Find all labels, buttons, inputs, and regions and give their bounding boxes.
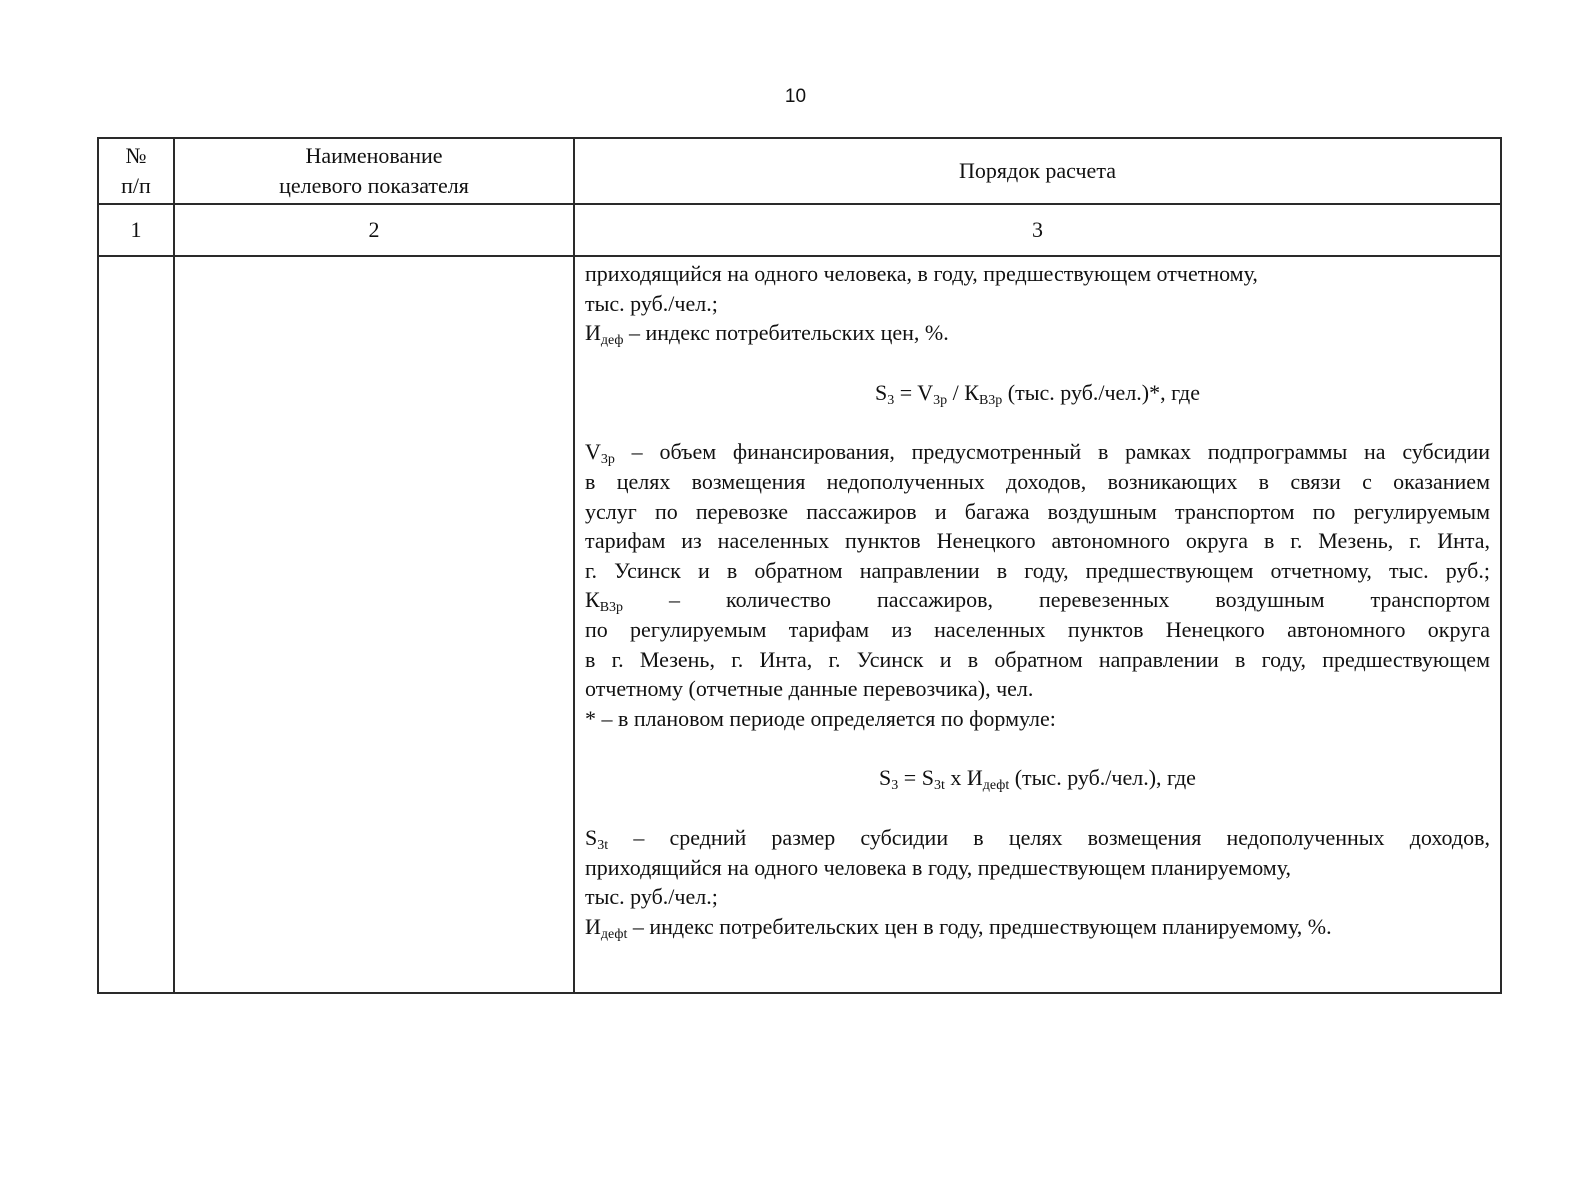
text-line: отчетному (отчетные данные перевозчика), чел. bbox=[585, 676, 1034, 702]
column-number-1: 1 bbox=[98, 204, 174, 256]
header-number-abbr: п/п bbox=[121, 173, 151, 198]
header-calculation-label: Порядок расчета bbox=[959, 158, 1116, 183]
page-number: 10 bbox=[784, 86, 807, 107]
text-line: тыс. руб./чел.; bbox=[585, 290, 718, 316]
cpi-definition: $И_{деф}$ – индекс потребительских цен, %. bbox=[585, 320, 949, 349]
row-indicator-cell bbox=[174, 256, 574, 993]
text-line: приходящийся на одного человека, в году, предшествующем отчетному, bbox=[585, 261, 1258, 286]
text-line: приходящийся на одного человека в году, предшествующем планируемому, bbox=[585, 854, 1292, 880]
text-line: г. Усинск и в обратном направлении в году, предшествующем отчетному, тыс. руб.; bbox=[585, 557, 1490, 583]
column-number-2: 2 bbox=[174, 204, 574, 256]
formula-s3: $S_3 = V_{3р} / К_{В3р}$ (тыс. руб./чел.)*, где bbox=[874, 379, 1201, 408]
calculation-text bbox=[575, 257, 1500, 941]
table-header-row bbox=[98, 138, 1501, 204]
text-line: тарифам из населенных пунктов Ненецкого автономного округа в г. Мезень, г. Инта, bbox=[585, 528, 1490, 554]
text-line: в целях возмещения недополученных доходов, возникающих в связи с оказанием bbox=[585, 468, 1490, 494]
header-calculation-order bbox=[574, 138, 1501, 204]
text-line: услуг по перевозке пассажиров и багажа воздушным транспортом по регулируемым bbox=[585, 498, 1490, 524]
header-indicator-line2: целевого показателя bbox=[279, 173, 469, 198]
row-number-cell bbox=[98, 256, 174, 993]
cpi-planned-definition: $И_{дефt}$ – индекс потребительских цен в году, предшествующем планируемому, %. bbox=[585, 913, 1332, 942]
column-number-row bbox=[98, 204, 1501, 256]
table-row bbox=[98, 256, 1501, 993]
header-number bbox=[98, 138, 174, 204]
header-number-symbol: № bbox=[125, 143, 147, 168]
planned-period-note: * – в плановом периоде определяется по формуле: bbox=[585, 705, 1056, 731]
v3p-definition: $V_{3р}$ – объем финансирования, предусмотренный в рамках подпрограммы на субсидии bbox=[585, 439, 1490, 468]
text-line: в г. Мезень, г. Инта, г. Усинск и в обратном направлении в году, предшествующем bbox=[585, 646, 1490, 672]
text-line: по регулируемым тарифам из населенных пунктов Ненецкого автономного округа bbox=[585, 616, 1490, 642]
row-calculation-cell bbox=[574, 256, 1501, 993]
formula-s3-planned: $S_3 = S_{3t}$ х $И_{дефt}$ (тыс. руб./чел.), где bbox=[879, 765, 1196, 794]
header-indicator-line1: Наименование bbox=[305, 143, 443, 168]
column-number-3: 3 bbox=[574, 204, 1501, 256]
text-line: тыс. руб./чел.; bbox=[585, 884, 718, 910]
header-indicator-name bbox=[174, 138, 574, 204]
s3t-definition: $S_{3t}$ – средний размер субсидии в целях возмещения недополученных доходов, bbox=[585, 824, 1490, 853]
kv3p-definition: $К_{В3р}$ – количество пассажиров, перевезенных воздушным транспортом bbox=[585, 587, 1490, 616]
indicator-table bbox=[97, 137, 1502, 994]
